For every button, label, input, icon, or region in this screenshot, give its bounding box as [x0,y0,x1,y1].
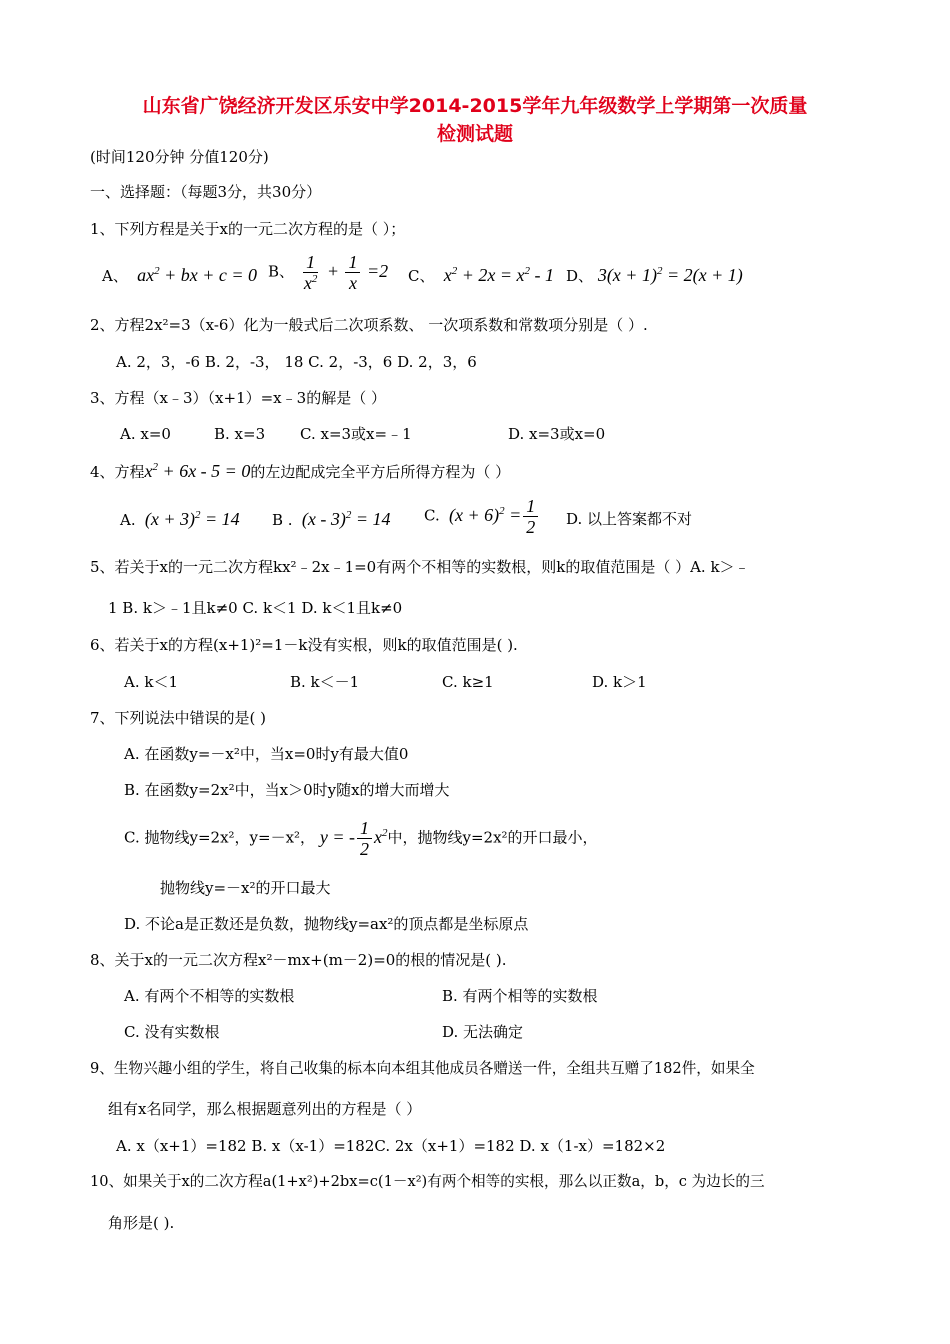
q3-option-a: A. x=0 [120,425,171,443]
q10-stem: 10、如果关于x的二次方程a(1+x²)+2bx=c(1－x²)有两个相等的实根，那么以正数a，b，c 为边长的三 [90,1173,765,1190]
q6-stem: 6、若关于x的方程(x+1)²=1－k没有实根，则k的取值范围是( ). [90,636,518,654]
q6-option-a: A. k＜1 [124,673,179,691]
q4-stem-post: 的左边配成完全平方后所得方程为（ ） [250,463,511,481]
q2-stem: 2、方程2x²=3（x-6）化为一般式后二次项系数、 一次项系数和常数项分别是（ ）. [90,316,648,334]
q7-option-d: D. 不论a是正数还是负数，抛物线y=ax²的顶点都是坐标原点 [124,915,529,933]
q4-c-formula: $(x + 6)^2$ = $\frac{1}{2}$ [445,505,541,525]
q10-stem-cont: 角形是( ). [108,1214,175,1232]
q1-a-formula: $ax^2$ + bx + c = 0 [132,265,258,285]
q1-a-label: A、 [102,267,128,285]
title-line-1: 山东省广饶经济开发区乐安中学2014-2015学年九年级数学上学期第一次质量 [142,95,808,117]
q4-c-label: C. [424,506,440,525]
q7-option-a: A. 在函数y=－x²中，当x=0时y有最大值0 [124,745,409,763]
q2-options: A. 2，3，-6 B. 2，-3， 18 C. 2，-3，6 D. 2，3，6 [116,353,477,371]
q1-c-formula: $x^2 + 2x = x^2 - 1$ [439,265,555,285]
q9-stem: 9、生物兴趣小组的学生，将自己收集的标本向本组其他成员各赠送一件，全组共互赠了182件，如果全 [90,1060,755,1077]
q3-stem: 3、方程（x﹣3）（x+1）=x﹣3的解是（ ） [90,389,386,407]
q7-stem: 7、下列说法中错误的是( ) [90,709,267,727]
q4-stem-pre: 4、方程 [90,463,145,481]
q4-option-d: D. 以上答案都不对 [566,510,693,528]
q3-option-b: B. x=3 [214,425,266,443]
q4-b-formula: (x - 3)$^2$ = 14 [297,509,391,529]
q9-options: A. x（x+1）=182 B. x（x-1）=182C. 2x（x+1）=182 D. x（1-x）=182×2 [116,1137,666,1155]
q8-option-b: B. 有两个相等的实数根 [442,987,598,1005]
q7-c-formula: y = - $\frac{1}{2}$ $x^2$ [319,818,388,859]
q6-option-c: C. k≥1 [442,673,494,691]
q1-d-formula: $3(x + 1)^2 = 2(x + 1)$ [597,265,743,285]
q4-stem [90,460,510,483]
q1-c-label: C、 [408,267,435,285]
q5-options: 1 B. k＞﹣1且k≠0 C. k＜1 D. k＜1且k≠0 [108,599,403,617]
q8-option-d: D. 无法确定 [442,1023,524,1041]
q1-stem: 1、下列方程是关于x的一元二次方程的是（ ）； [90,220,406,238]
q7-c-post: 中，抛物线y=2x²的开口最小， [387,828,598,847]
q4-option-b [272,508,390,531]
q9-stem-cont: 组有x名同学，那么根据题意列出的方程是（ ） [108,1100,422,1118]
q4-option-c [424,496,540,537]
q4-a-label: A. [120,511,136,529]
q7-option-c-cont: 抛物线y=－x²的开口最大 [160,879,331,897]
q6-option-d: D. k＞1 [592,673,647,691]
q6-option-b: B. k＜－1 [290,673,360,691]
q7-option-c [124,818,598,859]
q4-a-formula: $(x + 3)^2 = 14$ [140,509,240,529]
q1-b-formula: $\frac{1}{x^2}$ + $\frac{1}{x}$ =2 [303,252,389,293]
section-heading: 一、选择题：（每题3分，共30分） [90,183,322,201]
q3-option-c: C. x=3或x=﹣1 [300,425,412,443]
q7-c-pre: C. 抛物线y=2x²，y=－x²， [124,828,316,847]
q8-stem: 8、关于x的一元二次方程x²－mx+(m－2)=0的根的情况是( ). [90,951,507,969]
q4-b-label: B . [272,511,293,529]
exam-title [90,92,860,148]
q1-b-label: B、 [268,262,295,281]
q7-option-b: B. 在函数y=2x²中，当x＞0时y随x的增大而增大 [124,781,450,799]
exam-meta: (时间120分钟 分值120分) [90,148,269,166]
q3-option-d: D. x=3或x=0 [508,425,606,443]
title-line-2: 检测试题 [436,123,513,145]
q5-stem: 5、若关于x的一元二次方程kx²﹣2x﹣1=0有两个不相等的实数根，则k的取值范围是（ ）A. k＞﹣ [90,558,750,576]
q8-option-a: A. 有两个不相等的实数根 [124,987,295,1005]
q1-option-b [268,252,388,293]
q1-option-c [408,264,554,287]
q4-equation: $x^2 + 6x - 5 = 0$ [144,461,251,481]
q8-option-c: C. 没有实数根 [124,1023,220,1041]
q4-option-a [120,508,240,531]
q1-option-a [102,264,257,287]
q1-d-label: D、 [566,267,594,285]
q1-option-d [566,264,743,287]
